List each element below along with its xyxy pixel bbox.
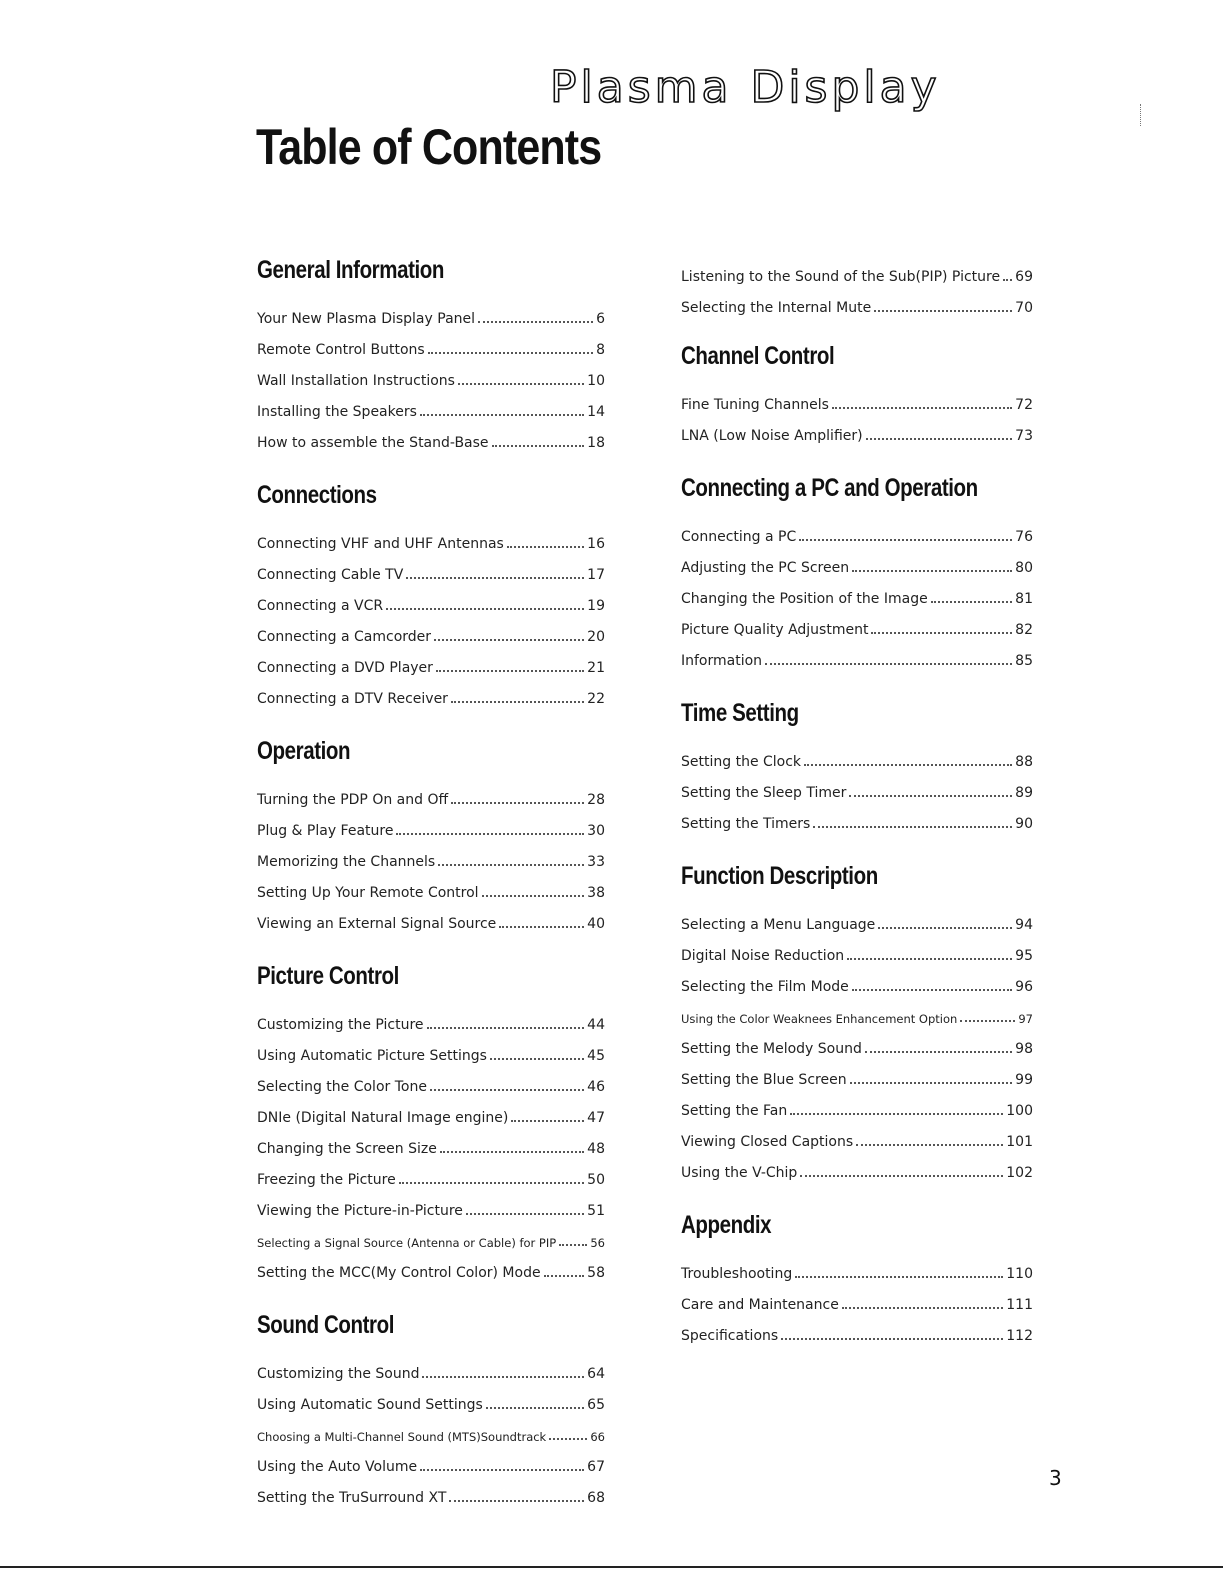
toc-entry-title: Changing the Screen Size (257, 1141, 437, 1157)
toc-entry-title: DNIe (Digital Natural Image engine) (257, 1110, 509, 1126)
toc-entry-title: Information (681, 653, 763, 669)
toc-entry-title: Changing the Position of the Image (681, 591, 928, 607)
toc-entry (681, 964, 1033, 995)
toc-entry-page: 112 (1006, 1328, 1033, 1344)
page-title: Table of Contents (256, 119, 602, 175)
section-heading: Channel Control (681, 342, 835, 370)
toc-entry (681, 770, 1033, 801)
toc-entry (257, 1064, 605, 1095)
toc-entry (681, 739, 1033, 770)
toc-entry-page: 46 (587, 1079, 605, 1095)
toc-entry-title: Selecting the Color Tone (257, 1079, 427, 1095)
toc-entry-title: Using Automatic Picture Settings (257, 1048, 487, 1064)
toc-entry-page: 21 (587, 660, 605, 676)
toc-entry-title: Connecting Cable TV (257, 567, 404, 583)
dot-leader (492, 445, 585, 447)
dot-leader (399, 1182, 584, 1184)
toc-entry (257, 676, 605, 707)
toc-entry-page: 6 (596, 311, 605, 327)
dot-leader (507, 546, 584, 548)
toc-entry-title: Troubleshooting (681, 1266, 793, 1282)
toc-entry (257, 1033, 605, 1064)
toc-entry-title: Selecting the Internal Mute (681, 300, 872, 316)
toc-entry-title: Selecting a Signal Source (Antenna or Cable) for PIP (257, 1236, 557, 1250)
toc-entry (257, 645, 605, 676)
toc-section-channel-control (681, 334, 1033, 444)
section-heading: Appendix (681, 1211, 772, 1239)
dot-leader (1003, 279, 1012, 281)
dot-leader (852, 989, 1012, 991)
dot-leader (960, 1020, 1015, 1022)
dot-leader (931, 601, 1012, 603)
toc-entry (257, 552, 605, 583)
toc-entry (257, 327, 605, 358)
toc-entry (681, 514, 1033, 545)
toc-entry-page: 30 (587, 823, 605, 839)
toc-entry-page: 48 (587, 1141, 605, 1157)
toc-entry (681, 1150, 1033, 1181)
toc-entry (257, 1413, 605, 1444)
toc-entry (257, 1126, 605, 1157)
toc-entry (257, 583, 605, 614)
toc-entry-title: Using Automatic Sound Settings (257, 1397, 483, 1413)
dot-leader (440, 1151, 584, 1153)
toc-entry (257, 870, 605, 901)
toc-entry-title: Installing the Speakers (257, 404, 417, 420)
toc-entry-page: 96 (1015, 979, 1033, 995)
dot-leader (486, 1407, 584, 1409)
toc-entry-title: LNA (Low Noise Amplifier) (681, 428, 863, 444)
toc-entry-title: Connecting a DTV Receiver (257, 691, 448, 707)
toc-entry-title: Setting the Timers (681, 816, 811, 832)
toc-entry (257, 1250, 605, 1281)
toc-entry-page: 99 (1015, 1072, 1033, 1088)
toc-entry (681, 1088, 1033, 1119)
toc-entry (257, 296, 605, 327)
toc-entry-title: Setting the Melody Sound (681, 1041, 862, 1057)
toc-entry-title: Setting the TruSurround XT (257, 1490, 447, 1506)
toc-section-function-description (681, 854, 1033, 1181)
toc-entry (681, 933, 1033, 964)
dot-leader (478, 321, 593, 323)
toc-entry-page: 58 (587, 1265, 605, 1281)
toc-entry-title: Setting Up Your Remote Control (257, 885, 479, 901)
toc-entry (257, 777, 605, 808)
toc-entry-page: 17 (587, 567, 605, 583)
section-heading: Operation (257, 737, 351, 765)
margin-mark (1140, 104, 1141, 126)
toc-entry-page: 56 (590, 1236, 605, 1250)
toc-entry-title: Setting the Sleep Timer (681, 785, 847, 801)
toc-entry (257, 1219, 605, 1250)
toc-entry (681, 382, 1033, 413)
toc-entry-page: 45 (587, 1048, 605, 1064)
bottom-rule (0, 1566, 1223, 1568)
toc-entry-title: Using the V-Chip (681, 1165, 798, 1181)
toc-entry-title: Using the Auto Volume (257, 1459, 418, 1475)
toc-entry-title: Listening to the Sound of the Sub(PIP) Picture (681, 269, 1001, 285)
dot-leader (511, 1120, 584, 1122)
dot-leader (422, 1376, 584, 1378)
toc-entry-title: Digital Noise Reduction (681, 948, 845, 964)
toc-entry-page: 72 (1015, 397, 1033, 413)
toc-entry-title: Setting the MCC(My Control Color) Mode (257, 1265, 541, 1281)
toc-entry-title: Your New Plasma Display Panel (257, 311, 476, 327)
toc-entry-title: Viewing an External Signal Source (257, 916, 497, 932)
toc-section-appendix (681, 1203, 1033, 1344)
toc-entry (681, 902, 1033, 933)
toc-entry-page: 97 (1018, 1012, 1033, 1026)
toc-entry (257, 1475, 605, 1506)
toc-entry-title: Customizing the Sound (257, 1366, 420, 1382)
dot-leader (804, 764, 1012, 766)
toc-entry-page: 110 (1006, 1266, 1033, 1282)
dot-leader (832, 407, 1012, 409)
toc-entry-title: Connecting VHF and UHF Antennas (257, 536, 504, 552)
toc-entry (257, 808, 605, 839)
dot-leader (436, 670, 584, 672)
toc-entry-page: 98 (1015, 1041, 1033, 1057)
toc-entry-title: Adjusting the PC Screen (681, 560, 850, 576)
toc-entry (257, 839, 605, 870)
dot-leader (856, 1144, 1003, 1146)
toc-entry-page: 85 (1015, 653, 1033, 669)
toc-entry (681, 638, 1033, 669)
dot-leader (434, 639, 584, 641)
toc-entry (257, 1351, 605, 1382)
toc-entry-page: 68 (587, 1490, 605, 1506)
dot-leader (430, 1089, 584, 1091)
section-heading: Picture Control (257, 962, 399, 990)
dot-leader (544, 1275, 585, 1277)
toc-entry-title: Connecting a DVD Player (257, 660, 433, 676)
section-heading: Sound Control (257, 1311, 395, 1339)
dot-leader (451, 802, 584, 804)
toc-entry-page: 73 (1015, 428, 1033, 444)
dot-leader (499, 926, 584, 928)
dot-leader (842, 1307, 1003, 1309)
toc-entry (681, 995, 1033, 1026)
dot-leader (874, 310, 1012, 312)
toc-entry-title: Specifications (681, 1328, 779, 1344)
toc-entry-page: 22 (587, 691, 605, 707)
toc-entry-page: 16 (587, 536, 605, 552)
toc-entry-page: 51 (587, 1203, 605, 1219)
toc-entry-page: 40 (587, 916, 605, 932)
dot-leader (850, 1082, 1013, 1084)
dot-leader (490, 1058, 584, 1060)
section-heading: Connections (257, 481, 377, 509)
toc-entry-title: Care and Maintenance (681, 1297, 839, 1313)
toc-entry (681, 413, 1033, 444)
section-heading: Connecting a PC and Operation (681, 474, 978, 502)
toc-entry (257, 1188, 605, 1219)
toc-entry-page: 81 (1015, 591, 1033, 607)
toc-entry (257, 1002, 605, 1033)
dot-leader (406, 577, 584, 579)
toc-entry-page: 66 (590, 1430, 605, 1444)
dot-leader (466, 1213, 584, 1215)
toc-section-picture-control (257, 954, 605, 1281)
toc-entry-page: 44 (587, 1017, 605, 1033)
toc-entry-title: Connecting a Camcorder (257, 629, 432, 645)
toc-entry (257, 901, 605, 932)
toc-section-sound-control (257, 1303, 605, 1506)
dot-leader (852, 570, 1012, 572)
toc-entry-page: 8 (596, 342, 605, 358)
toc-entry (681, 1313, 1033, 1344)
toc-entry-title: Connecting a PC (681, 529, 797, 545)
toc-entry-title: Selecting a Menu Language (681, 917, 876, 933)
toc-entry-title: Customizing the Picture (257, 1017, 424, 1033)
toc-entry (681, 285, 1033, 316)
toc-entry-title: Choosing a Multi-Channel Sound (MTS)Soundtrack (257, 1430, 547, 1444)
dot-leader (799, 539, 1012, 541)
toc-entry (681, 1119, 1033, 1150)
toc-entry-page: 82 (1015, 622, 1033, 638)
toc-section-operation (257, 729, 605, 932)
toc-entry-page: 76 (1015, 529, 1033, 545)
toc-section-time-setting (681, 691, 1033, 832)
dot-leader (847, 958, 1012, 960)
toc-entry (257, 1157, 605, 1188)
dot-leader (458, 383, 584, 385)
toc-entry-page: 14 (587, 404, 605, 420)
dot-leader (790, 1113, 1003, 1115)
dot-leader (865, 1051, 1012, 1053)
toc-entry-title: Connecting a VCR (257, 598, 384, 614)
toc-entry-page: 111 (1006, 1297, 1033, 1313)
toc-entry-page: 19 (587, 598, 605, 614)
toc-entry (257, 521, 605, 552)
toc-entry-title: Plug & Play Feature (257, 823, 394, 839)
toc-entry-title: Picture Quality Adjustment (681, 622, 869, 638)
brand-wordmark: Plasma Display (550, 62, 941, 113)
toc-entry-title: Viewing Closed Captions (681, 1134, 854, 1150)
toc-entry-title: Setting the Clock (681, 754, 802, 770)
dot-leader (386, 608, 584, 610)
toc-entry-title: Setting the Fan (681, 1103, 788, 1119)
toc-entry-page: 65 (587, 1397, 605, 1413)
toc-entry-page: 47 (587, 1110, 605, 1126)
dot-leader (451, 701, 584, 703)
dot-leader (449, 1500, 584, 1502)
toc-entry-title: Fine Tuning Channels (681, 397, 829, 413)
toc-entry-page: 10 (587, 373, 605, 389)
toc-entry-title: How to assemble the Stand-Base (257, 435, 489, 451)
toc-entry (257, 614, 605, 645)
toc-entry-title: Using the Color Weaknees Enhancement Option (681, 1012, 958, 1026)
toc-entry (681, 254, 1033, 285)
toc-entry-page: 18 (587, 435, 605, 451)
toc-entry-page: 64 (587, 1366, 605, 1382)
toc-entry-page: 94 (1015, 917, 1033, 933)
toc-entry-page: 80 (1015, 560, 1033, 576)
toc-entry-page: 33 (587, 854, 605, 870)
toc-entry-title: Freezing the Picture (257, 1172, 396, 1188)
toc-entry (257, 358, 605, 389)
toc-entry-page: 90 (1015, 816, 1033, 832)
dot-leader (549, 1438, 587, 1440)
dot-leader (765, 663, 1012, 665)
toc-entry-page: 20 (587, 629, 605, 645)
section-heading: Time Setting (681, 699, 799, 727)
toc-section-connections (257, 473, 605, 707)
toc-entry (257, 389, 605, 420)
toc-entry-title: Turning the PDP On and Off (257, 792, 449, 808)
section-heading: General Information (257, 256, 444, 284)
dot-leader (878, 927, 1012, 929)
toc-entry-title: Selecting the Film Mode (681, 979, 849, 995)
dot-leader (420, 1469, 584, 1471)
toc-entry (257, 1382, 605, 1413)
toc-entry-page: 89 (1015, 785, 1033, 801)
toc-entry-page: 95 (1015, 948, 1033, 964)
toc-entry-page: 67 (587, 1459, 605, 1475)
page-number: 3 (1049, 1466, 1062, 1490)
section-heading: Function Description (681, 862, 878, 890)
dot-leader (781, 1338, 1003, 1340)
toc-entry (681, 1057, 1033, 1088)
toc-entry (681, 1251, 1033, 1282)
dot-leader (427, 1027, 585, 1029)
toc-entry (681, 576, 1033, 607)
toc-left-column (257, 248, 605, 1528)
toc-entry-page: 69 (1015, 269, 1033, 285)
toc-entry (257, 420, 605, 451)
dot-leader (849, 795, 1012, 797)
toc-entry (681, 1026, 1033, 1057)
toc-entry (257, 1444, 605, 1475)
dot-leader (438, 864, 584, 866)
toc-entry-page: 88 (1015, 754, 1033, 770)
right-sections (681, 334, 1033, 1344)
dot-leader (420, 414, 584, 416)
dot-leader (800, 1175, 1003, 1177)
toc-section-connecting-a-pc-and-operation (681, 466, 1033, 669)
toc-entry-page: 50 (587, 1172, 605, 1188)
toc-entry (257, 1095, 605, 1126)
toc-section-general-information (257, 248, 605, 451)
toc-entry-title: Wall Installation Instructions (257, 373, 455, 389)
dot-leader (396, 833, 584, 835)
toc-entry-page: 70 (1015, 300, 1033, 316)
toc-entry-page: 38 (587, 885, 605, 901)
toc-entry (681, 801, 1033, 832)
toc-entry (681, 1282, 1033, 1313)
dot-leader (871, 632, 1012, 634)
toc-entry-title: Remote Control Buttons (257, 342, 425, 358)
toc-entry-page: 100 (1006, 1103, 1033, 1119)
toc-entry-title: Viewing the Picture-in-Picture (257, 1203, 463, 1219)
toc-entry-page: 102 (1006, 1165, 1033, 1181)
toc-entry-page: 101 (1006, 1134, 1033, 1150)
toc-entry-title: Memorizing the Channels (257, 854, 436, 870)
dot-leader (813, 826, 1012, 828)
dot-leader (559, 1244, 587, 1246)
dot-leader (795, 1276, 1003, 1278)
dot-leader (482, 895, 585, 897)
dot-leader (866, 438, 1013, 440)
dot-leader (428, 352, 593, 354)
toc-right-column (681, 254, 1033, 1366)
toc-entry-page: 28 (587, 792, 605, 808)
toc-entry (681, 545, 1033, 576)
toc-entry (681, 607, 1033, 638)
toc-entry-title: Setting the Blue Screen (681, 1072, 847, 1088)
continued-entries (681, 254, 1033, 316)
